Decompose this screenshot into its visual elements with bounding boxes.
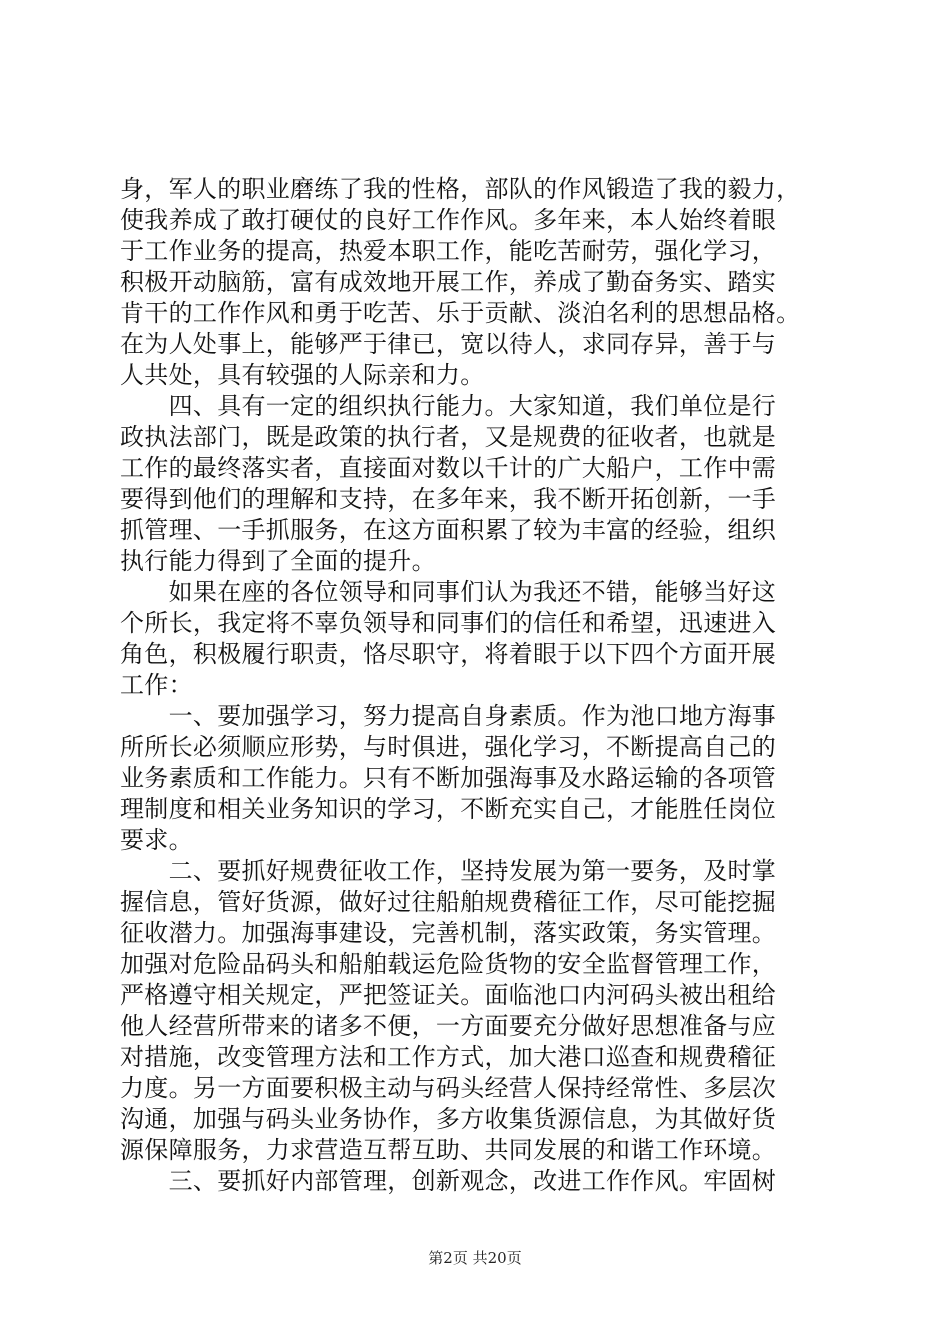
text-line: 握信息，管好货源，做好过往船舶规费稽征工作，尽可能挖掘: [120, 888, 777, 916]
text-line: 积极开动脑筋，富有成效地开展工作，养成了勤奋务实、踏实: [120, 268, 777, 296]
text-line: 他人经营所带来的诸多不便，一方面要充分做好思想准备与应: [120, 1012, 777, 1040]
text-line: 如果在座的各位领导和同事们认为我还不错，能够当好这: [120, 578, 777, 606]
page-footer: 第2页 共20页: [428, 1249, 522, 1267]
document-body: [120, 174, 860, 1197]
text-line: 要得到他们的理解和支持，在多年来，我不断开拓创新，一手: [120, 485, 777, 513]
text-line: 人共处，具有较强的人际亲和力。: [120, 361, 485, 389]
text-line: 身，军人的职业磨练了我的性格，部队的作风锻造了我的毅力，: [120, 175, 801, 203]
text-line: 三、要抓好内部管理，创新观念，改进工作作风。牢固树: [120, 1167, 777, 1195]
text-line: 政执法部门，既是政策的执行者，又是规费的征收者，也就是: [120, 423, 777, 451]
text-line: 一、要加强学习，努力提高自身素质。作为池口地方海事: [120, 702, 777, 730]
text-line: 加强对危险品码头和船舶载运危险货物的安全监督管理工作，: [120, 950, 777, 978]
text-line: 工作：: [120, 671, 193, 699]
text-line: 在为人处事上，能够严于律已，宽以待人，求同存异，善于与: [120, 330, 777, 358]
text-line: 源保障服务，力求营造互帮互助、共同发展的和谐工作环境。: [120, 1136, 777, 1164]
text-line: 肯干的工作作风和勇于吃苦、乐于贡献、淡泊名利的思想品格。: [120, 299, 801, 327]
text-line: 二、要抓好规费征收工作，坚持发展为第一要务，及时掌: [120, 857, 777, 885]
text-line: 四、具有一定的组织执行能力。大家知道，我们单位是行: [120, 392, 777, 420]
text-line: 抓管理、一手抓服务，在这方面积累了较为丰富的经验，组织: [120, 516, 777, 544]
text-line: 于工作业务的提高，热爱本职工作，能吃苦耐劳，强化学习，: [120, 237, 777, 265]
text-line: 工作的最终落实者，直接面对数以千计的广大船户，工作中需: [120, 454, 777, 482]
text-line: 征收潜力。加强海事建设，完善机制，落实政策，务实管理。: [120, 919, 777, 947]
text-line: 要求。: [120, 826, 193, 854]
text-line: 执行能力得到了全面的提升。: [120, 547, 436, 575]
text-line: 严格遵守相关规定，严把签证关。面临池口内河码头被出租给: [120, 981, 777, 1009]
text-line: 力度。另一方面要积极主动与码头经营人保持经常性、多层次: [120, 1074, 777, 1102]
text-line: 角色，积极履行职责，恪尽职守，将着眼于以下四个方面开展: [120, 640, 777, 668]
text-line: 对措施，改变管理方法和工作方式，加大港口巡查和规费稽征: [120, 1043, 777, 1071]
text-line: 理制度和相关业务知识的学习，不断充实自己，才能胜任岗位: [120, 795, 777, 823]
text-line: 所所长必须顺应形势，与时俱进，强化学习，不断提高自己的: [120, 733, 777, 761]
text-line: 沟通，加强与码头业务协作，多方收集货源信息，为其做好货: [120, 1105, 777, 1133]
text-line: 业务素质和工作能力。只有不断加强海事及水路运输的各项管: [120, 764, 777, 792]
text-line: 个所长，我定将不辜负领导和同事们的信任和希望，迅速进入: [120, 609, 777, 637]
text-line: 使我养成了敢打硬仗的良好工作作风。多年来，本人始终着眼: [120, 206, 777, 234]
